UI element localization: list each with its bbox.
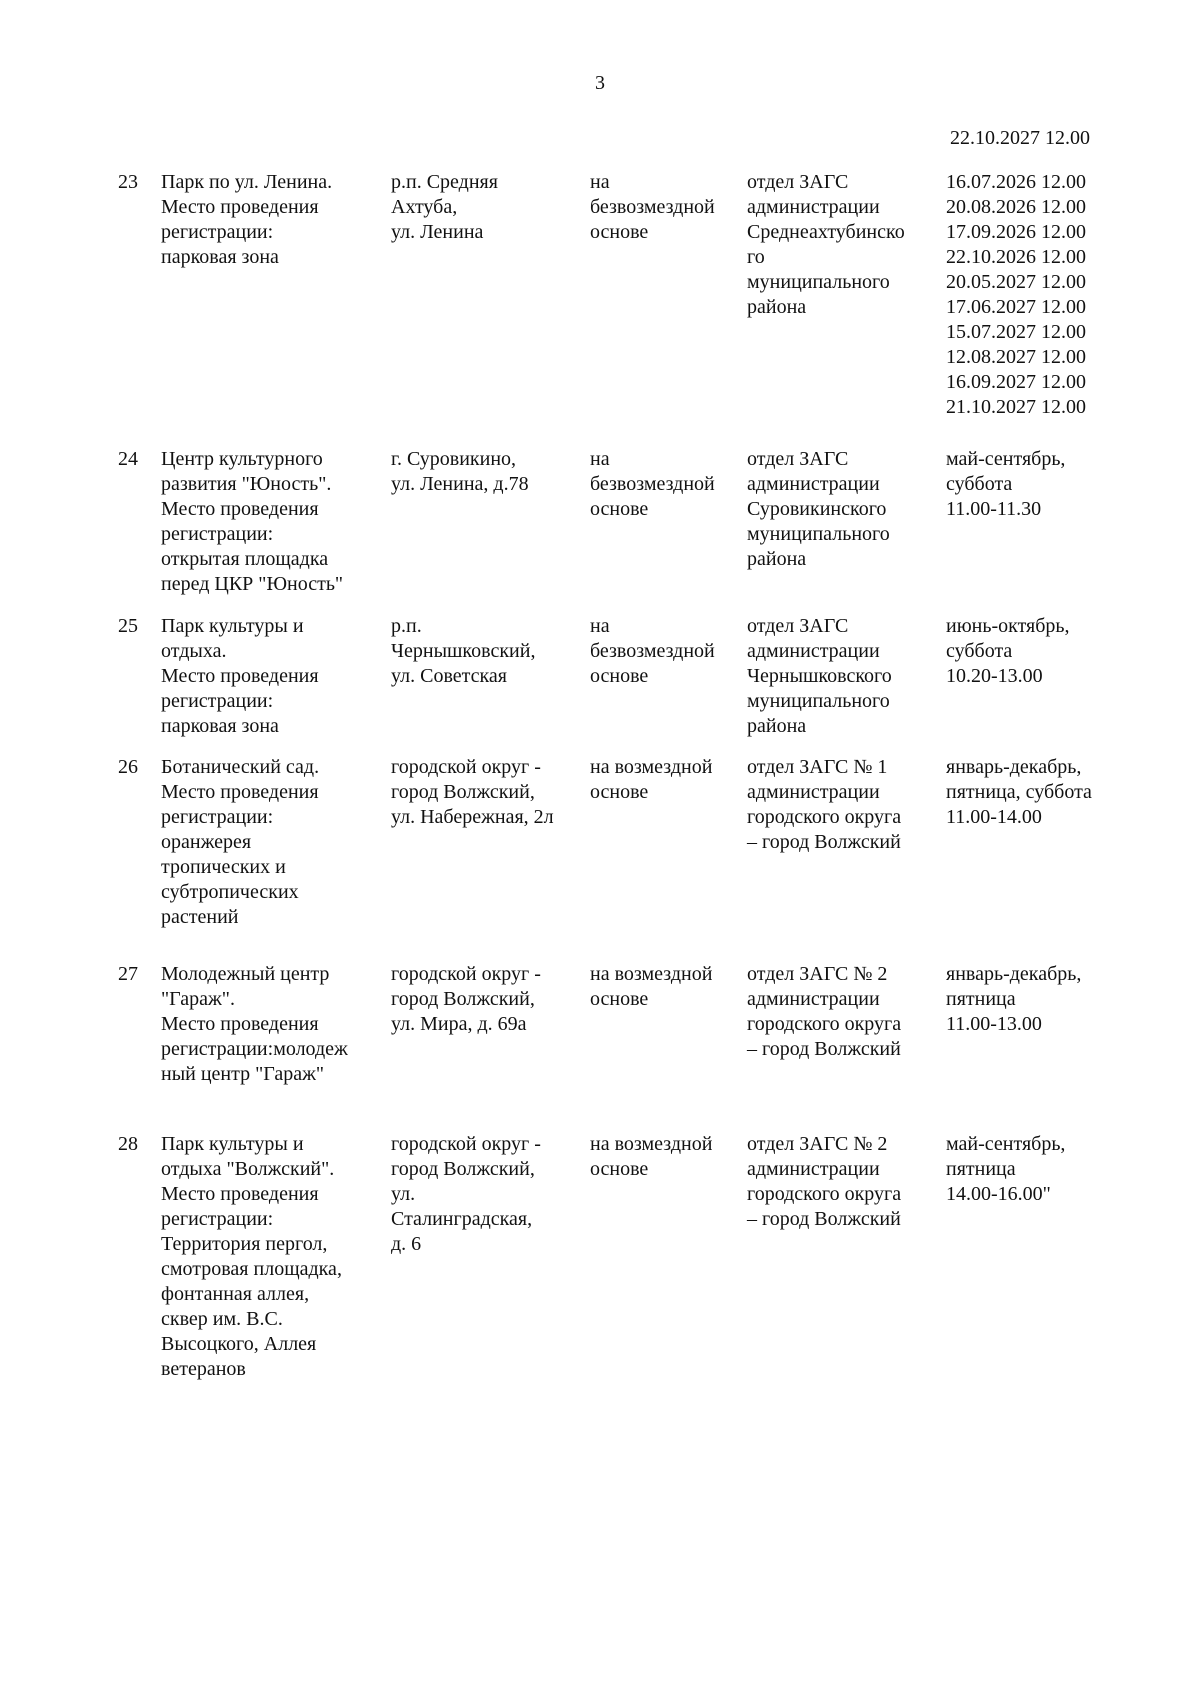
registry-office: отдел ЗАГС № 2 администрации городского округа – город Волжский — [747, 1133, 902, 1230]
venue-address: р.п. Средняя Ахтуба, ул. Ленина — [391, 171, 498, 243]
registry-office: отдел ЗАГС администрации Среднеахтубинско го муниципального района — [747, 171, 905, 318]
row-number: 28 — [118, 1133, 138, 1155]
payment-basis: на возмездной основе — [590, 1133, 713, 1180]
page-number: 3 — [595, 72, 605, 94]
schedule: май-сентябрь, суббота 11.00-11.30 — [946, 448, 1066, 520]
payment-basis: на безвозмездной основе — [590, 615, 715, 687]
schedule: январь-декабрь, пятница 11.00-13.00 — [946, 963, 1082, 1035]
payment-basis: на возмездной основе — [590, 963, 713, 1010]
schedule: 16.07.2026 12.00 20.08.2026 12.00 17.09.2026 12.00 22.10.2026 12.00 20.05.2027 12.00 17.06.2027 12.00 15.07.2027 12.00 12.08.2027 12.00 16.09.2027 12.00 21.10.2027 12.00 — [946, 171, 1086, 418]
payment-basis: на возмездной основе — [590, 756, 713, 803]
row-number: 27 — [118, 963, 138, 985]
venue-name: Ботанический сад. Место проведения регистрации: оранжерея тропических и субтропических растений — [161, 756, 320, 928]
registry-office: отдел ЗАГС № 2 администрации городского округа – город Волжский — [747, 963, 902, 1060]
venue-address: городской округ - город Волжский, ул. Сталинградская, д. 6 — [391, 1133, 541, 1255]
venue-name: Парк культуры и отдыха "Волжский". Место проведения регистрации: Территория пергол, смотровая площадка, фонтанная аллея, сквер им. В.С. Высоцкого, Аллея ветеранов — [161, 1133, 342, 1380]
schedule: январь-декабрь, пятница, суббота 11.00-14.00 — [946, 756, 1092, 828]
registry-office: отдел ЗАГС администрации Чернышковского муниципального района — [747, 615, 892, 737]
registry-office: отдел ЗАГС № 1 администрации городского округа – город Волжский — [747, 756, 902, 853]
registry-office: отдел ЗАГС администрации Суровикинского муниципального района — [747, 448, 890, 570]
schedule: июнь-октябрь, суббота 10.20-13.00 — [946, 615, 1070, 687]
row-number: 24 — [118, 448, 138, 470]
venue-address: г. Суровикино, ул. Ленина, д.78 — [391, 448, 529, 495]
payment-basis: на безвозмездной основе — [590, 171, 715, 243]
continued-date: 22.10.2027 12.00 — [950, 127, 1090, 149]
venue-name: Молодежный центр "Гараж". Место проведения регистрации:молодеж ный центр "Гараж" — [161, 963, 348, 1085]
venue-name: Парк культуры и отдыха. Место проведения регистрации: парковая зона — [161, 615, 319, 737]
row-number: 25 — [118, 615, 138, 637]
venue-address: р.п. Чернышковский, ул. Советская — [391, 615, 536, 687]
venue-name: Центр культурного развития "Юность". Место проведения регистрации: открытая площадка перед ЦКР "Юность" — [161, 448, 344, 595]
venue-address: городской округ - город Волжский, ул. Мира, д. 69а — [391, 963, 541, 1035]
row-number: 23 — [118, 171, 138, 193]
venue-name: Парк по ул. Ленина. Место проведения регистрации: парковая зона — [161, 171, 333, 268]
row-number: 26 — [118, 756, 138, 778]
schedule: май-сентябрь, пятница 14.00-16.00" — [946, 1133, 1066, 1205]
venue-address: городской округ - город Волжский, ул. Набережная, 2л — [391, 756, 554, 828]
payment-basis: на безвозмездной основе — [590, 448, 715, 520]
